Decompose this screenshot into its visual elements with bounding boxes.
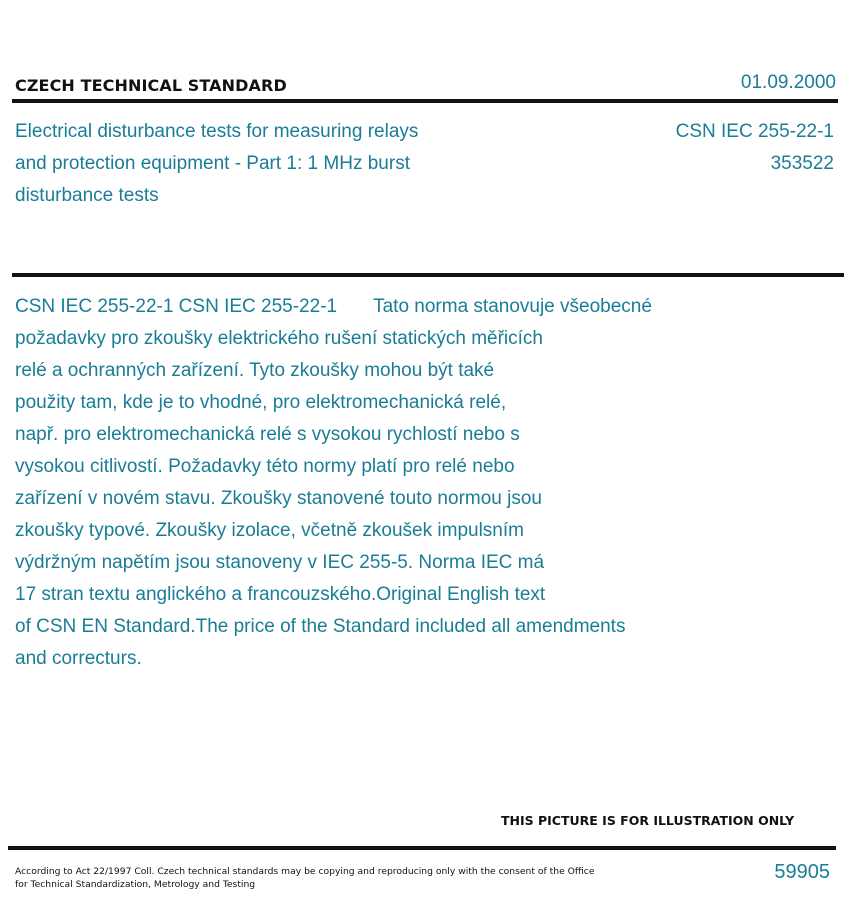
document-number: 59905	[774, 861, 830, 883]
description-line: např. pro elektromechanická relé s vysokou rychlostí nebo s	[15, 424, 520, 445]
legal-line: for Technical Standardization, Metrology and Testing	[15, 879, 256, 890]
description-line: požadavky pro zkoušky elektrického rušení statických měřicích	[15, 328, 543, 349]
description-line: výdržným napětím jsou stanoveny v IEC 255-5. Norma IEC má	[15, 552, 545, 573]
standard-title: Electrical disturbance tests for measuring relays and protection equipment - Part 1: 1 MHz burst disturbance tests	[15, 121, 419, 206]
description-line: zařízení v novém stavu. Zkoušky stanovené touto normou jsou	[15, 488, 542, 509]
description-line: 17 stran textu anglického a francouzského.Original English text	[15, 584, 546, 605]
document-type-label: CZECH TECHNICAL STANDARD	[15, 76, 287, 95]
footer-divider	[8, 846, 836, 850]
description-line: vysokou citlivostí. Požadavky této normy platí pro relé nebo	[15, 456, 515, 477]
publication-date: 01.09.2000	[740, 72, 836, 93]
description-line	[15, 291, 735, 323]
description-line: zkoušky typové. Zkoušky izolace, včetně zkoušek impulsním	[15, 520, 524, 541]
header-divider	[12, 99, 838, 103]
legal-line: According to Act 22/1997 Coll. Czech technical standards may be copying and reproducing only with the consent of the Office	[15, 866, 595, 877]
description-line: of CSN EN Standard.The price of the Standard included all amendments	[15, 616, 626, 637]
standard-codes	[676, 116, 834, 180]
description-text: Tato norma stanovuje všeobecné	[373, 296, 652, 317]
description-lead: CSN IEC 255-22-1 CSN IEC 255-22-1	[15, 296, 338, 317]
legal-notice	[15, 865, 615, 891]
description-line: relé a ochranných zařízení. Tyto zkoušky mohou být také	[15, 360, 495, 381]
illustration-note: THIS PICTURE IS FOR ILLUSTRATION ONLY	[501, 813, 795, 828]
description-line: použity tam, kde je to vhodné, pro elektromechanická relé,	[15, 392, 507, 413]
section-divider	[12, 273, 844, 277]
description-line: and correcturs.	[15, 648, 142, 669]
catalog-number: 353522	[770, 153, 834, 174]
standard-code: CSN IEC 255-22-1	[675, 121, 834, 142]
standard-description	[15, 291, 735, 675]
